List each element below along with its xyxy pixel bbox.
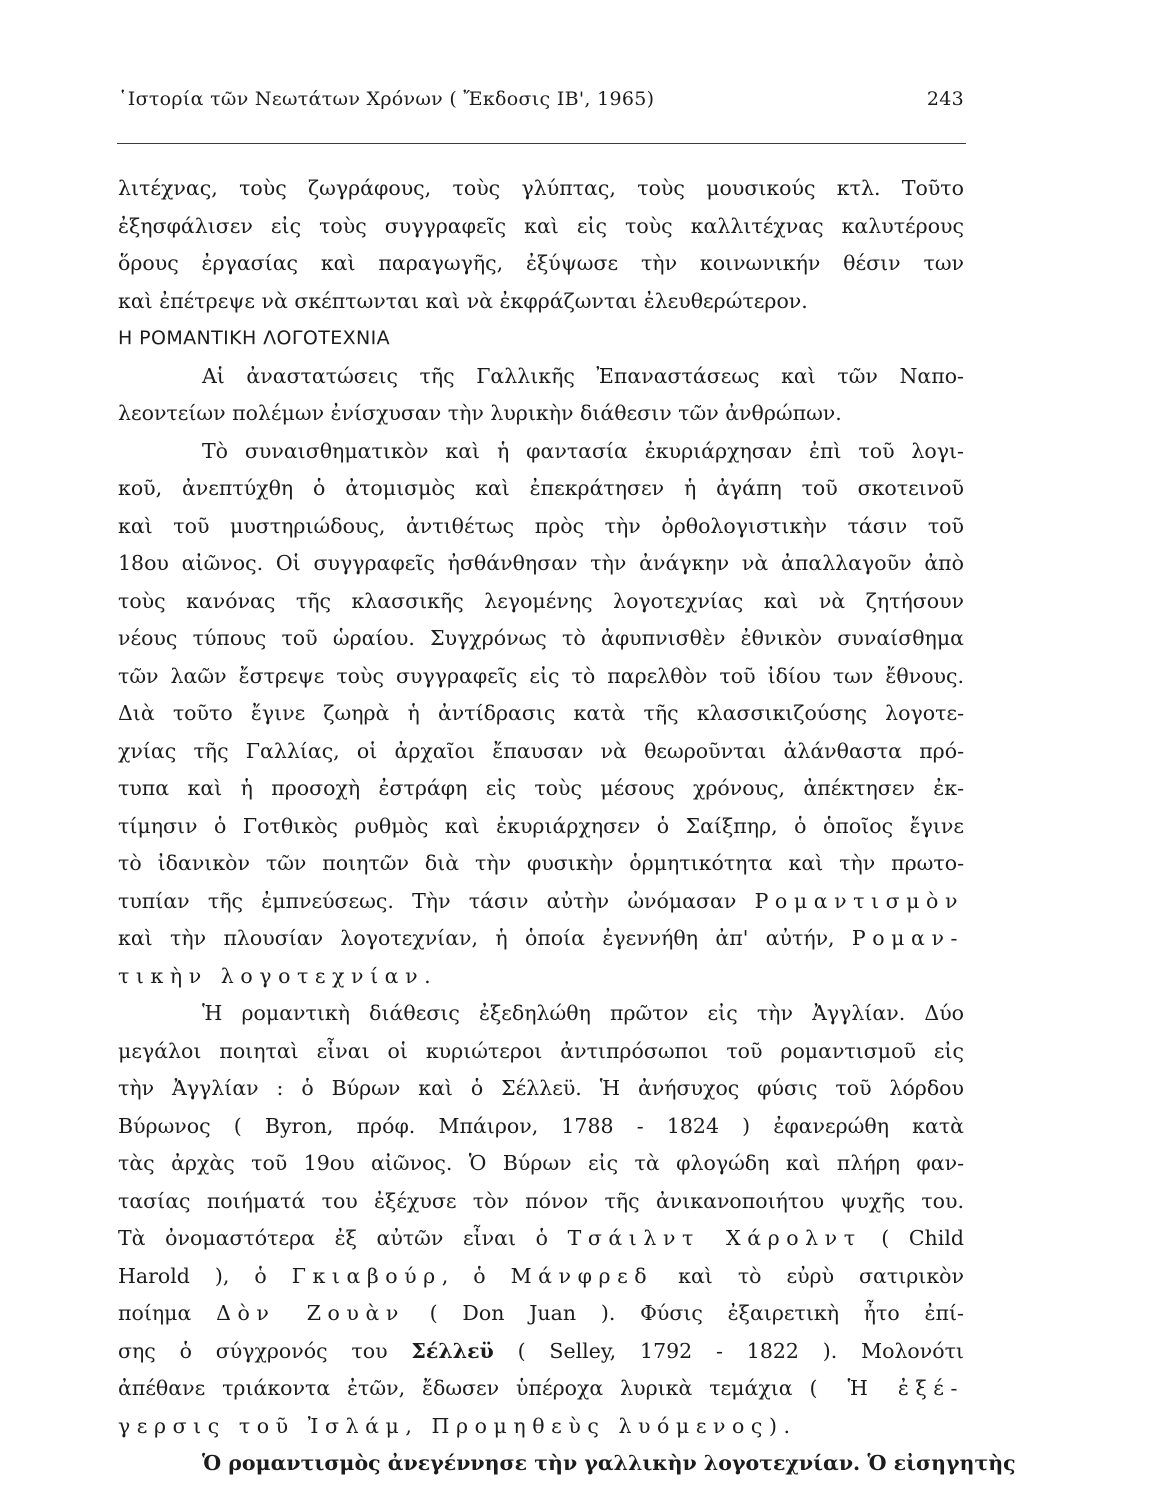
text-run: καὶ τὴν πλουσίαν λογοτεχνίαν, ἡ ὁποία ἐγεννήθη ἀπ' αὐτήν, [118,926,835,950]
text-run: , ὁ [441,1263,486,1288]
text-line: καὶ τοῦ μυστηριώδους, ἀντιθέτως πρὸς τὴν ὀρθολογιστικὴν τάσιν τοῦ [118,513,964,538]
text-line: τυπα καὶ ἡ προσοχὴ ἐστράφη εἰς τοὺς μέσους χρόνους, ἀπέκτησεν ἐκ- [118,776,964,800]
text-line: ἐξησφάλισεν εἰς τοὺς συγγραφεῖς καὶ εἰς τοὺς καλλιτέχνας καλυτέρους [118,213,964,238]
text-line [118,883,964,921]
text-line [118,1333,964,1371]
text-line: τοὺς κανόνας τῆς κλασσικῆς λεγομένης λογοτεχνίας καὶ νὰ ζητήσουν [118,588,964,613]
text-run: ( Child [881,1226,964,1250]
text-run: ( Selley, 1792 - 1822 ). Μολονότι [517,1338,964,1363]
text-run: ἀπέθανε τριάκοντα ἐτῶν, ἔδωσεν ὑπέροχα λυρικὰ τεμάχια [118,1376,793,1400]
spaced-term: ( Ἡ ἐξέ- [809,1376,964,1400]
text-line [118,1295,964,1333]
text-run: καὶ τὸ εὐρὺ σατιρικὸν [678,1263,964,1288]
text-run: τυπίαν τῆς ἐμπνεύσεως. Τὴν τάσιν αὐτὴν ὠνόμασαν [118,888,737,913]
text-line: μεγάλοι ποιηταὶ εἶναι οἱ κυριώτεροι ἀντιπρόσωποι τοῦ ρομαντισμοῦ εἰς [118,1038,964,1063]
text-line: τὰς ἀρχὰς τοῦ 19ου αἰῶνος. Ὁ Βύρων εἰς τὰ φλογώδη καὶ πλήρη φαν- [118,1151,964,1175]
text-run: ποίημα [118,1301,192,1325]
text-line: λιτέχνας, τοὺς ζωγράφους, τοὺς γλύπτας, τοὺς μουσικούς κτλ. Τοῦτο [118,176,964,200]
header-rule [117,143,966,144]
running-header [118,88,964,118]
text-line: λεοντείων πολέμων ἐνίσχυσαν τὴν λυρικὴν διάθεσιν τῶν ἀνθρώπων. [118,401,842,425]
spaced-term: Ρομαντισμὸν [754,888,964,913]
text-line: Ὁ ρομαντισμὸς ἀνεγέννησε τὴν γαλλικὴν λογοτεχνίαν. Ὁ εἰσηγητὴς [202,1451,1016,1475]
text-line: καὶ ἐπέτρεψε νὰ σκέπτωνται καὶ νὰ ἐκφράζωνται ἐλευθερώτερον. [118,288,808,313]
text-run: ( Don Juan ). Φύσις ἐξαιρετικὴ ἦτο ἐπί- [429,1301,964,1325]
text-line: τικὴν λογοτεχνίαν. [118,963,438,988]
text-line: Βύρωνος ( Byron, πρόφ. Μπάιρον, 1788 - 1824 ) ἐφανερώθη κατὰ [118,1113,964,1138]
text-run: Τὰ ὀνομαστότερα ἐξ αὐτῶν εἶναι ὁ [118,1226,548,1250]
text-line: χνίας τῆς Γαλλίας, οἱ ἀρχαῖοι ἔπαυσαν νὰ θεωροῦνται ἀλάνθαστα πρό- [118,738,964,763]
text-run: σης ὁ σύγχρονός του [118,1338,388,1363]
text-line: ὅρους ἐργασίας καὶ παραγωγῆς, ἐξύψωσε τὴν κοινωνικήν θέσιν των [118,251,964,275]
text-line [118,1258,964,1296]
text-line: νέους τύπους τοῦ ὡραίου. Συγχρόνως τὸ ἀφυπνισθὲν ἐθνικὸν συναίσθημα [118,626,964,650]
running-title: ῾Ιστορία τῶν Νεωτάτων Χρόνων ( Ἔκδοσις ΙΒ', 1965) [118,88,655,110]
spaced-term: Ρομαν- [851,926,964,950]
section-heading: Η ΡΟΜΑΝΤΙΚΗ ΛΟΓΟΤΕΧΝΙΑ [118,327,391,349]
text-line: κοῦ, ἀνεπτύχθη ὁ ἀτομισμὸς καὶ ἐπεκράτησεν ἡ ἀγάπη τοῦ σκοτεινοῦ [118,476,964,500]
text-run: Harold ), ὁ [118,1263,267,1288]
text-line: τὴν Ἀγγλίαν : ὁ Βύρων καὶ ὁ Σέλλεϋ. Ἡ ἀνήσυχος φύσις τοῦ λόρδου [118,1076,964,1100]
text-line: τασίας ποιήματά του ἐξέχυσε τὸν πόνον τῆς ἀνικανοποιήτου ψυχῆς του. [118,1188,964,1213]
text-line: γερσις τοῦ Ἰσλάμ, Προμηθεὺς λυόμενος). [118,1413,797,1438]
spaced-term: Μάνφρεδ [510,1263,654,1288]
text-line: Διὰ τοῦτο ἔγινε ζωηρὰ ἡ ἀντίδρασις κατὰ τῆς κλασσικιζούσης λογοτε- [118,701,964,725]
text-line: τίμησιν ὁ Γοτθικὸς ρυθμὸς καὶ ἐκυριάρχησεν ὁ Σαίξπηρ, ὁ ὁποῖος ἔγινε [118,813,964,838]
spaced-term: Γκιαβούρ [291,1263,442,1288]
spaced-term: Τσάιλντ Χάρολντ [567,1226,862,1250]
text-line: τὸ ἰδανικὸν τῶν ποιητῶν διὰ τὴν φυσικὴν ὁρμητικότητα καὶ τὴν πρωτο- [118,851,964,875]
text-line: Αἱ ἀναστατώσεις τῆς Γαλλικῆς Ἐπαναστάσεως καὶ τῶν Ναπο- [202,363,964,388]
bold-term: Σέλλεϋ [411,1338,494,1363]
text-line: Τὸ συναισθηματικὸν καὶ ἡ φαντασία ἐκυριάρχησαν ἐπὶ τοῦ λογι- [202,438,964,463]
text-line: τῶν λαῶν ἔστρεψε τοὺς συγγραφεῖς εἰς τὸ παρελθὸν τοῦ ἰδίου των ἔθνους. [118,663,964,688]
page-number: 243 [926,88,964,110]
text-line [118,1370,964,1408]
text-line [118,1220,964,1258]
body-text [118,170,1016,1483]
text-line: 18ου αἰῶνος. Οἱ συγγραφεῖς ἠσθάνθησαν τὴν ἀνάγκην νὰ ἀπαλλαγοῦν ἀπὸ [118,551,964,575]
text-line: Ἡ ρομαντικὴ διάθεσις ἐξεδηλώθη πρῶτον εἰς τὴν Ἀγγλίαν. Δύο [202,1001,964,1025]
text-line [118,920,964,958]
spaced-term: Δὸν Ζουὰν [216,1301,405,1325]
